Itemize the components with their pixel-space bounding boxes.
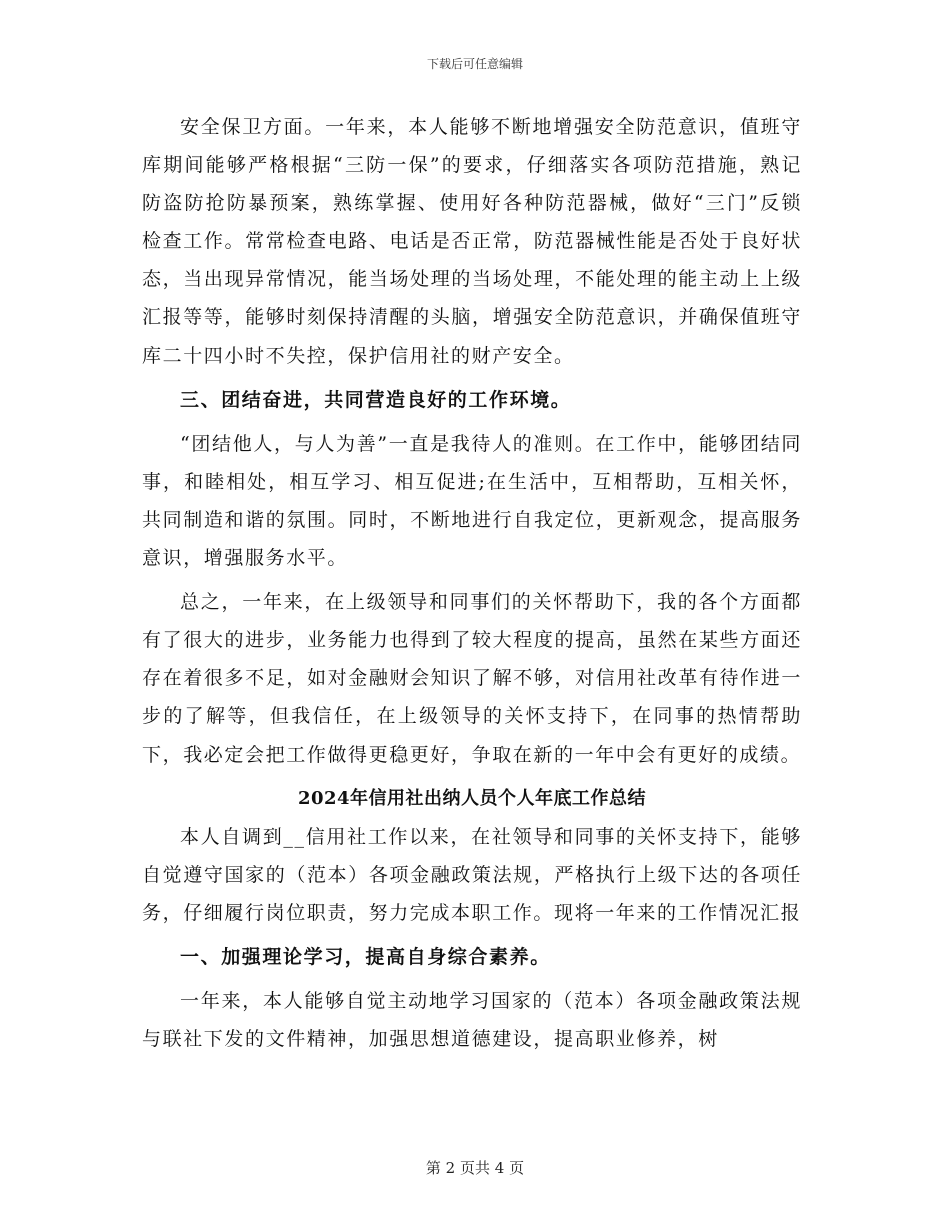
section-heading-study: 一、加强理论学习，提高自身综合素养。 (180, 945, 551, 968)
paragraph-summary: 总之，一年来，在上级领导和同事们的关怀帮助下，我的各个方面都有了很大的进步，业务能力也得到了较大程度的提高，虽然在某些方面还存在着很多不足，如对金融财会知识了解不够，对信用社改革有待作进一步的了解等，但我信任，在上级领导的关怀支持下，在同事的热情帮助下，我必定会把工作做得更稳更好，争取在新的一年中会有更好的成绩。 (142, 591, 802, 766)
section-heading-unity: 三、团结奋进，共同营造良好的工作环境。 (180, 388, 572, 411)
document-body (142, 108, 802, 1064)
paragraph-study: 一年来，本人能够自觉主动地学习国家的（范本）各项金融政策法规与联社下发的文件精神，加强思想道德建设，提高职业修养，树 (142, 989, 802, 1051)
page-number: 第 2 页共 4 页 (425, 1159, 525, 1177)
document-title: 2024年信用社出纳人员个人年底工作总结 (297, 787, 647, 809)
paragraph-unity: “团结他人，与人为善”一直是我待人的准则。在工作中，能够团结同事，和睦相处，相互学习、相互促进;在生活中，互相帮助，互相关怀，共同制造和谐的氛围。同时，不断地进行自我定位，更新观念，提高服务意识，增强服务水平。 (142, 432, 802, 570)
paragraph-security: 安全保卫方面。一年来，本人能够不断地增强安全防范意识，值班守库期间能够严格根据“三防一保”的要求，仔细落实各项防范措施，熟记防盗防抢防暴预案，熟练掌握、使用好各种防范器械，做好“三门”反锁检查工作。常常检查电路、电话是否正常，防范器械性能是否处于良好状态，当出现异常情况，能当场处理的当场处理，不能处理的能主动上上级汇报等等，能够时刻保持清醒的头脑，增强安全防范意识，并确保值班守库二十四小时不失控，保护信用社的财产安全。 (142, 116, 802, 367)
paragraph-intro: 本人自调到__信用社工作以来，在社领导和同事的关怀支持下，能够自觉遵守国家的（范本）各项金融政策法规，严格执行上级下达的各项任务，仔细履行岗位职责，努力完成本职工作。现将一年来的工作情况汇报 (142, 825, 802, 924)
page-header-note: 下载后可任意编辑 (426, 57, 523, 71)
